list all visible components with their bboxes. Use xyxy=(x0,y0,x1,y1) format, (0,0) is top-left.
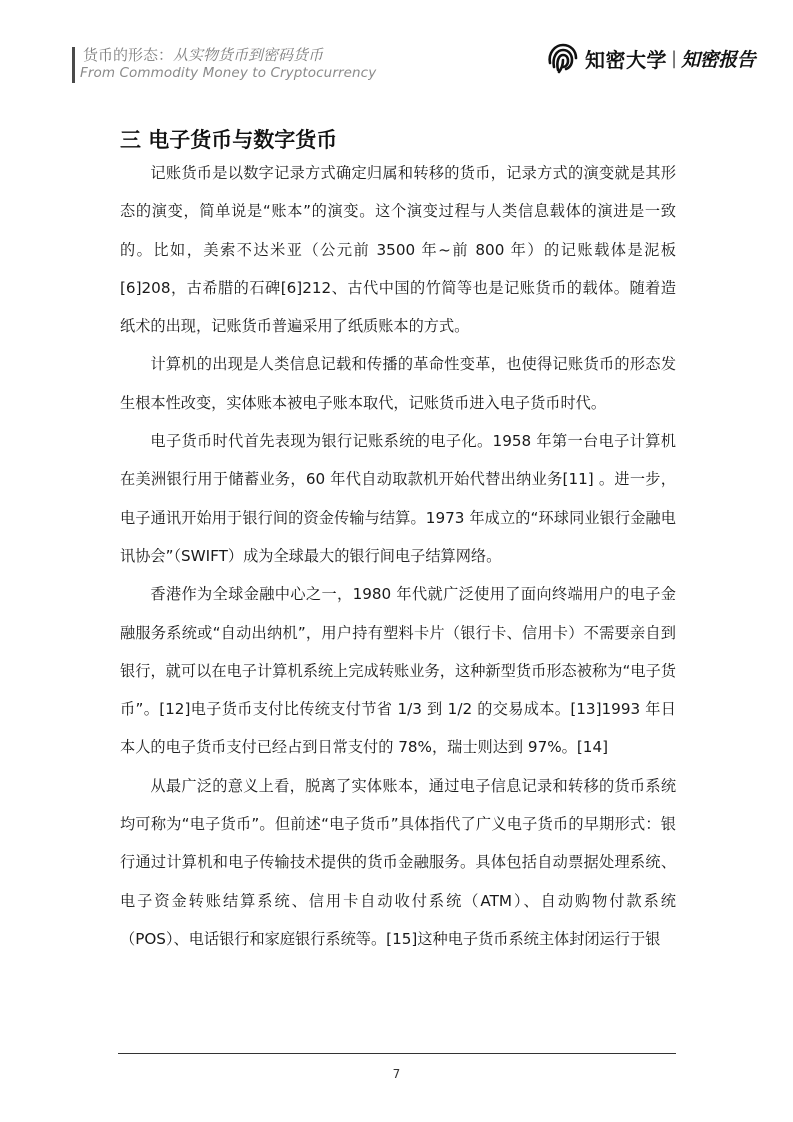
body-text xyxy=(120,154,676,958)
page-number: 7 xyxy=(392,1067,401,1081)
header-title-italic: 从实物货币到密码货币 xyxy=(173,46,324,64)
paragraph: 从最广泛的意义上看，脱离了实体账本，通过电子信息记录和转移的货币系统均可称为“电子货币”。但前述“电子货币”具体指代了广义电子货币的早期形式：银行通过计算机和电子传输技术提供的货币金融服务。具体包括自动票据处理系统、电子资金转账结算系统、信用卡自动收付系统（ATM）、自动购物付款系统（POS）、电话银行和家庭银行系统等。[15]这种电子货币系统主体封闭运行于银 xyxy=(120,776,676,948)
logo-separator: | xyxy=(671,47,678,69)
section-heading: 三 电子货币与数字货币 xyxy=(120,128,338,152)
paragraph: 电子货币时代首先表现为银行记账系统的电子化。1958 年第一台电子计算机在美洲银行用于储蓄业务，60 年代自动取款机开始代替出纳业务[11] 。进一步，电子通讯开始用于银行间的资金传输与结算。1973 年成立的“环球同业银行金融电讯协会”（SWIFT）成为全球最大的银行间电子结算网络。 xyxy=(120,432,676,565)
paragraph: 计算机的出现是人类信息记载和传播的革命性变革，也使得记账货币的形态发生根本性改变，实体账本被电子账本取代，记账货币进入电子货币时代。 xyxy=(120,355,676,412)
header-title-prefix: 货币的形态： xyxy=(83,46,174,64)
publisher-logo xyxy=(545,40,755,76)
footer-divider xyxy=(118,1053,676,1054)
paragraph: 香港作为全球金融中心之一，1980 年代就广泛使用了面向终端用户的电子金融服务系统或“自动出纳机”，用户持有塑料卡片（银行卡、信用卡）不需要亲自到银行，就可以在电子计算机系统上完成转账业务，这种新型货币形态被称为“电子货币”。[12]电子货币支付比传统支付节省 1/3 到 1/2 的交易成本。[13]1993 年日本人的电子货币支付已经占到日常支付的 78%，瑞士则达到 97%。[14] xyxy=(120,585,676,757)
paragraph: 记账货币是以数字记录方式确定归属和转移的货币，记录方式的演变就是其形态的演变，简单说是“账本”的演变。这个演变过程与人类信息载体的演进是一致的。比如，美索不达米亚（公元前 3500 年~前 800 年）的记账载体是泥板[6]208，古希腊的石碑[6]212、古代中国的竹简等也是记账货币的载体。随着造纸术的出现，记账货币普遍采用了纸质账本的方式。 xyxy=(120,164,676,336)
fingerprint-logo-icon xyxy=(545,41,579,75)
header-accent-bar xyxy=(72,47,75,83)
running-header-subtitle: From Commodity Money to Cryptocurrency xyxy=(80,65,377,81)
logo-brand-text: 知密大学 xyxy=(585,47,667,72)
running-header-title xyxy=(83,44,323,65)
logo-report-text: 知密报告 xyxy=(681,48,756,71)
